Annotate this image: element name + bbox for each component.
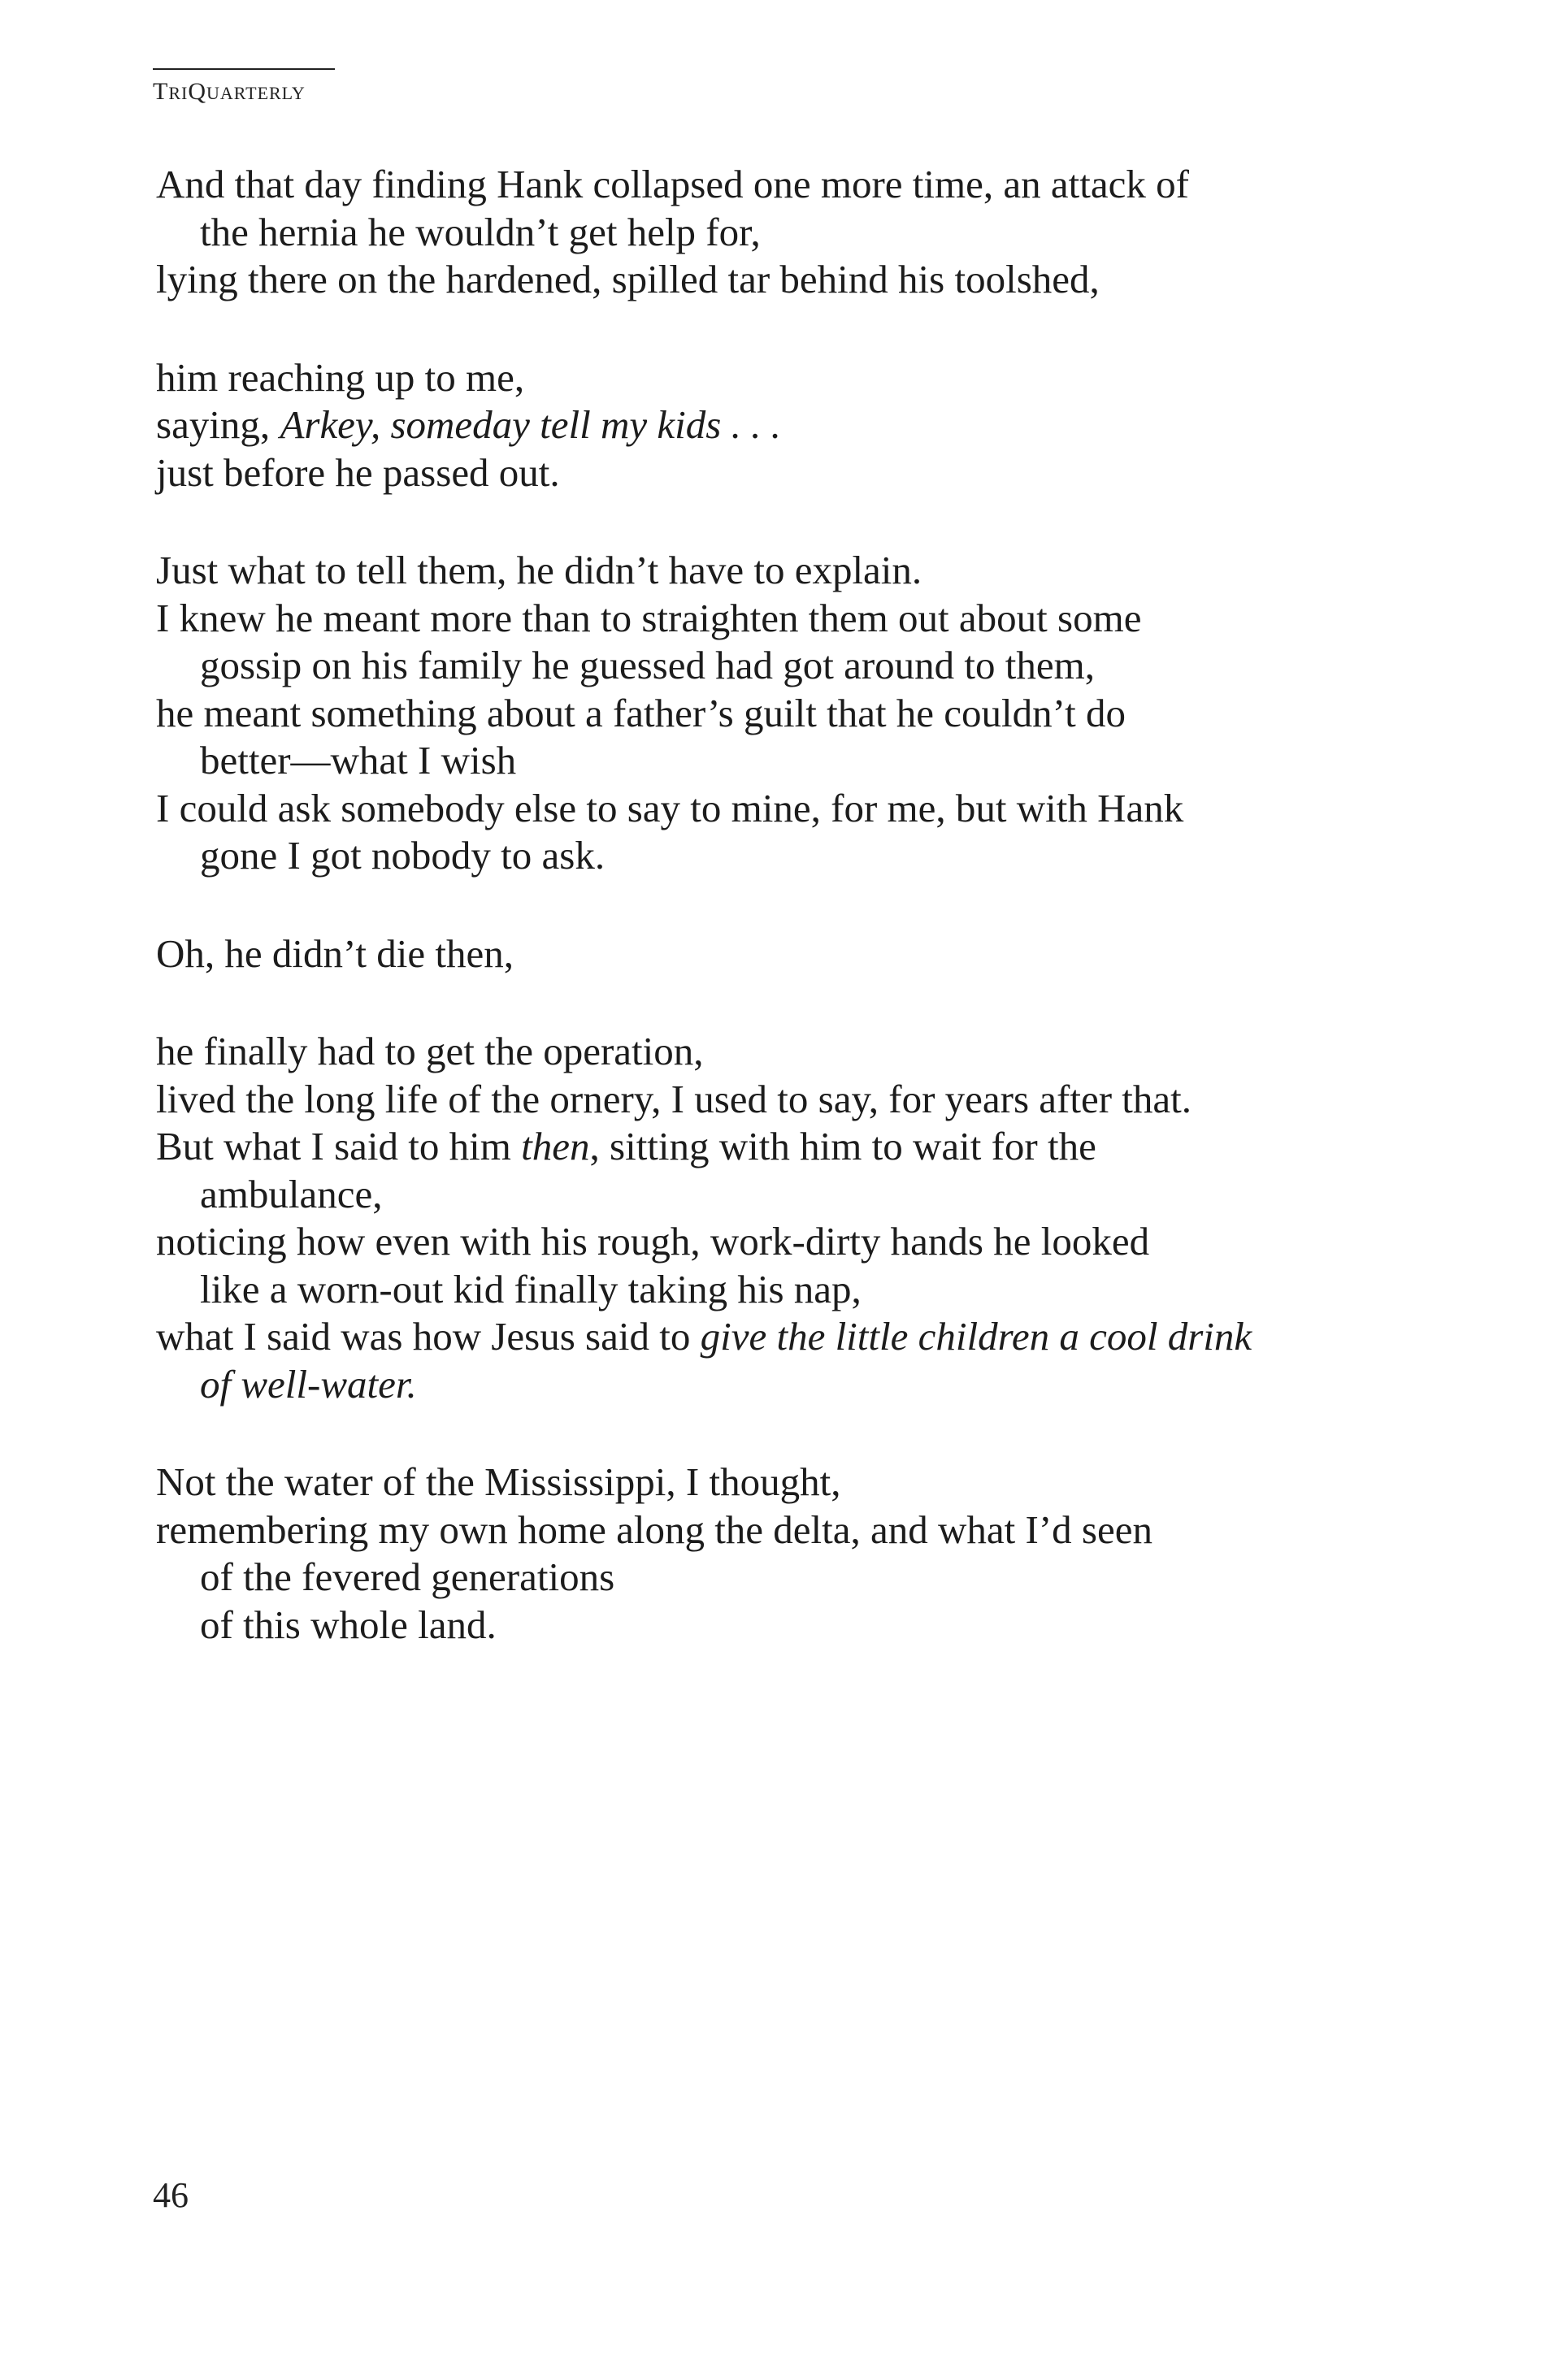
poem-line: Not the water of the Mississippi, I thought, [156,1459,841,1504]
italic-text: give the little children a cool drink [700,1314,1252,1359]
running-head-rule [153,68,335,70]
poem-line: Oh, he didn’t die then, [156,930,514,976]
stanza [156,161,1489,304]
poem-line: remembering my own home along the delta, and what I’d seen [156,1506,1152,1552]
poem-line: ambulance, [200,1171,383,1216]
poem-line [156,401,1489,449]
poem-line: Just what to tell them, he didn’t have to explain. [156,548,922,592]
poem-line: like a worn-out kid finally taking his nap, [200,1266,862,1311]
running-head [153,78,306,106]
poem-line: noticing how even with his rough, work-dirty hands he looked [156,1219,1150,1264]
running-head-letter: T [153,78,169,105]
poem-line [156,1123,1489,1171]
running-head-letter: Q [188,78,206,105]
stanza [156,1028,1489,1408]
italic-text: of well-water. [200,1361,417,1407]
poem-line: better—what I wish [200,738,517,782]
poem-line: him reaching up to me, [156,354,525,400]
poem-line: lying there on the hardened, spilled tar behind his toolshed, [156,257,1100,301]
running-head-smallcaps: RI [168,83,189,103]
poem-line: gossip on his family he guessed had got around to them, [200,643,1095,687]
stanza [156,1459,1489,1649]
poem-line [156,1313,1489,1361]
poem-line: lived the long life of the ornery, I used to say, for years after that. [156,1076,1192,1121]
italic-text: then [521,1124,590,1168]
line-text: saying, [156,402,280,447]
poem-line: I knew he meant more than to straighten them out about some [156,595,1142,640]
poem-line: of this whole land. [200,1602,497,1647]
poem-body [156,161,1489,1699]
poem-line: I could ask somebody else to say to mine, for me, but with Hank [156,785,1184,830]
running-head-smallcaps: UARTERLY [206,83,306,103]
poem-line: just before he passed out. [156,449,560,495]
poem-line: the hernia he wouldn’t get help for, [200,209,761,254]
poem-line: gone I got nobody to ask. [200,833,606,878]
line-text: But what I said to him [156,1124,522,1168]
stanza [156,354,1489,497]
page-number: 46 [153,2175,189,2215]
poem-line: he finally had to get the operation, [156,1029,704,1073]
poem-line: he meant something about a father’s guilt that he couldn’t do [156,690,1126,735]
line-text: , sitting with him to wait for the [589,1124,1096,1168]
italic-text: Arkey, someday tell my kids . . . [280,402,781,447]
poem-line: of the fevered generations [200,1554,615,1599]
stanza [156,930,1489,978]
poem-line: And that day finding Hank collapsed one more time, an attack of [156,162,1189,206]
poem-line [156,1361,1489,1409]
line-text: what I said was how Jesus said to [156,1314,701,1359]
stanza [156,547,1489,880]
